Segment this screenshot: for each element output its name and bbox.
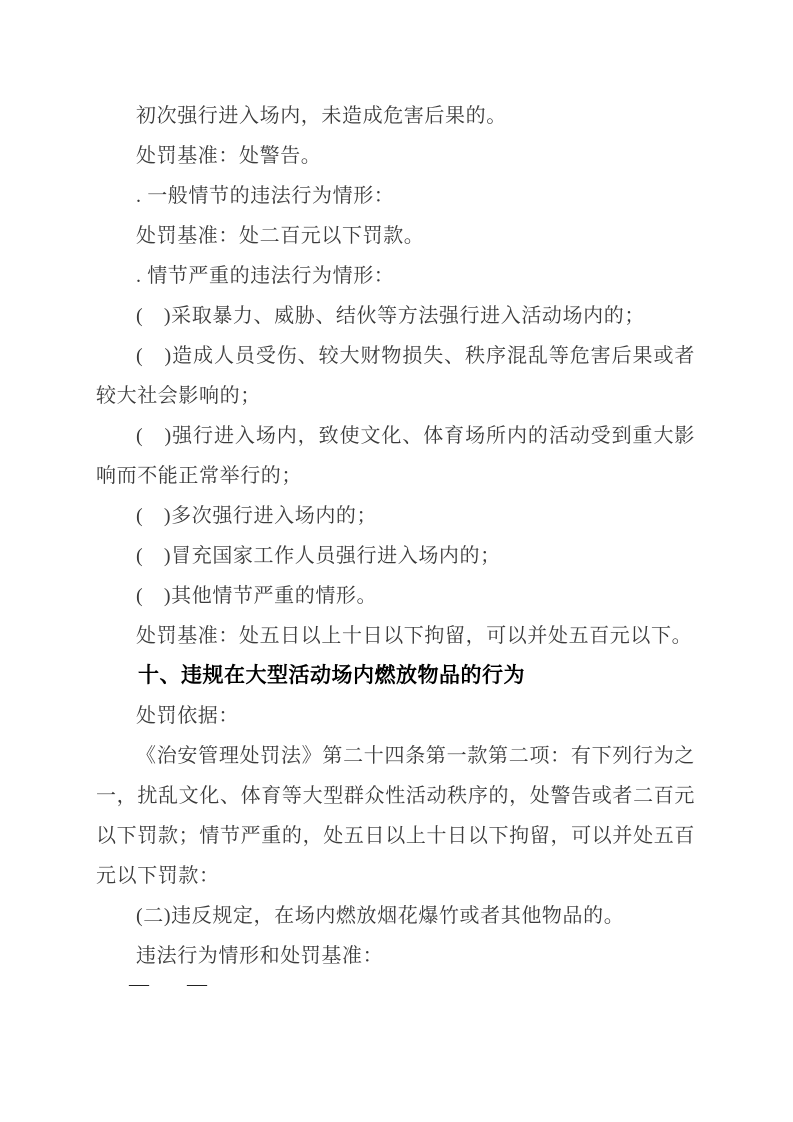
page-footer — [129, 974, 207, 994]
footer-dash-right: — — [187, 973, 207, 995]
paragraph: ( )造成人员受伤、较大财物损失、秩序混乱等危害后果或者较大社会影响的； — [96, 345, 695, 407]
paragraph: 处罚依据： — [136, 705, 239, 727]
paragraph: ( )采取暴力、威胁、结伙等方法强行进入活动场内的； — [136, 305, 645, 327]
document-body — [96, 96, 695, 976]
paragraph: . 一般情节的违法行为情形： — [136, 185, 395, 207]
section-heading: 十、违规在大型活动场内燃放物品的行为 — [138, 664, 525, 687]
paragraph: 初次强行进入场内，未造成危害后果的。 — [136, 105, 507, 127]
paragraph: . 情节严重的违法行为情形： — [136, 265, 395, 287]
paragraph: 《治安管理处罚法》第二十四条第一款第二项：有下列行为之一，扰乱文化、体育等大型群众性活动秩序的，处警告或者二百元以下罚款；情节严重的，处五日以上十日以下拘留，可以并处五百元以下罚款： — [96, 745, 695, 887]
paragraph: 处罚基准：处警告。 — [136, 145, 322, 167]
paragraph: ( )冒充国家工作人员强行进入场内的； — [136, 545, 501, 567]
paragraph: 处罚基准：处五日以上十日以下拘留，可以并处五百元以下。 — [136, 625, 693, 647]
footer-dash-left: — — [129, 973, 149, 995]
paragraph: 处罚基准：处二百元以下罚款。 — [136, 225, 425, 247]
paragraph: ( )其他情节严重的情形。 — [136, 585, 378, 607]
paragraph: ( )多次强行进入场内的； — [136, 505, 378, 527]
paragraph: (二)违反规定，在场内燃放烟花爆竹或者其他物品的。 — [136, 905, 625, 927]
paragraph: 违法行为情形和处罚基准： — [136, 945, 384, 967]
paragraph: ( )强行进入场内，致使文化、体育场所内的活动受到重大影响而不能正常举行的； — [96, 425, 695, 487]
